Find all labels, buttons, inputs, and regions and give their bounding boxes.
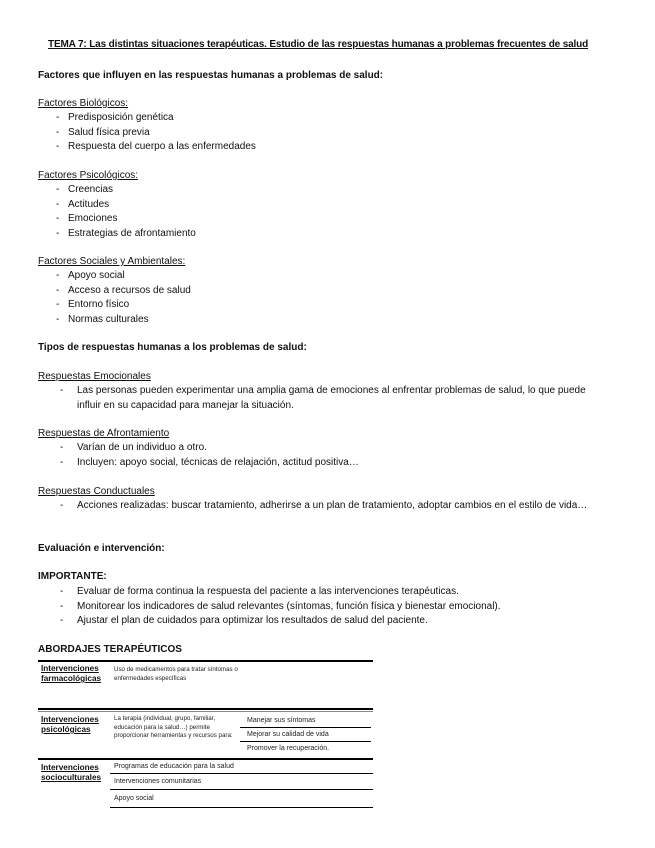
table-rule bbox=[38, 758, 373, 760]
outcome-item: Promover la recuperación. bbox=[247, 745, 330, 752]
list-item: - Monitorear los indicadores de salud relevantes (síntomas, función física y bienestar emocional). bbox=[60, 600, 600, 615]
list-item: - Acciones realizadas: buscar tratamiento, adherirse a un plan de tratamiento, adoptar cambios en el estilo de vida… bbox=[60, 499, 600, 514]
table-rule bbox=[110, 773, 373, 774]
list-item: - Entorno físico bbox=[56, 298, 191, 313]
psicologicas-label: Intervenciones psicológicas bbox=[41, 715, 99, 734]
table-rule bbox=[240, 727, 371, 728]
conductuales-label: Respuestas Conductuales bbox=[38, 486, 155, 497]
sociocultural-item: Intervenciones comunitarias bbox=[114, 778, 202, 785]
emocionales-list bbox=[60, 384, 600, 413]
sociales-label: Factores Sociales y Ambientales: bbox=[38, 256, 186, 267]
psicologicos-label: Factores Psicológicos: bbox=[38, 170, 139, 181]
biologicos-list bbox=[56, 111, 256, 155]
socioculturales-label: Intervenciones socioculturales bbox=[41, 763, 102, 782]
list-item: - Apoyo social bbox=[56, 269, 191, 284]
outcome-item: Mejorar su calidad de vida bbox=[247, 731, 329, 738]
list-item: - Acceso a recursos de salud bbox=[56, 284, 191, 299]
list-item: - Respuesta del cuerpo a las enfermedades bbox=[56, 140, 256, 155]
list-item: - Predisposición genética bbox=[56, 111, 256, 126]
abordajes-heading: ABORDAJES TERAPÉUTICOS bbox=[38, 644, 182, 655]
table-rule bbox=[110, 807, 373, 808]
table-rule bbox=[38, 708, 373, 710]
abordajes-table bbox=[38, 660, 373, 810]
table-rule bbox=[38, 711, 373, 712]
list-item: - Las personas pueden experimentar una amplia gama de emociones al enfrentar problemas de salud, lo que puede influir en su capacidad para manejar la situación. bbox=[60, 384, 600, 413]
outcome-item: Manejar sus síntomas bbox=[247, 717, 316, 724]
evaluacion-heading: Evaluación e intervención: bbox=[38, 543, 165, 554]
tipos-heading: Tipos de respuestas humanas a los problemas de salud: bbox=[38, 342, 307, 353]
farmacologicas-label: Intervenciones farmacológicas bbox=[41, 664, 102, 683]
document-title: TEMA 7: Las distintas situaciones terapéuticas. Estudio de las respuestas humanas a problemas frecuentes de salud bbox=[48, 39, 589, 50]
factores-heading: Factores que influyen en las respuestas humanas a problemas de salud: bbox=[38, 70, 384, 81]
list-item: - Varían de un individuo a otro. bbox=[60, 441, 600, 456]
list-item: - Salud física previa bbox=[56, 126, 256, 141]
table-rule bbox=[110, 789, 373, 790]
sociocultural-item: Programas de educación para la salud bbox=[114, 763, 234, 770]
list-item: - Ajustar el plan de cuidados para optimizar los resultados de salud del paciente. bbox=[60, 614, 600, 629]
sociales-list bbox=[56, 269, 191, 327]
list-item: - Estrategias de afrontamiento bbox=[56, 227, 196, 242]
farmacologicas-desc: Uso de medicamentos para tratar síntomas o enfermedades específicas bbox=[114, 666, 238, 682]
table-rule bbox=[240, 741, 371, 742]
conductuales-list bbox=[60, 499, 600, 514]
emocionales-label: Respuestas Emocionales bbox=[38, 371, 151, 382]
psicologicos-list bbox=[56, 183, 196, 241]
list-item: - Normas culturales bbox=[56, 313, 191, 328]
sociocultural-item: Apoyo social bbox=[114, 795, 154, 802]
afrontamiento-list bbox=[60, 441, 600, 470]
afrontamiento-label: Respuestas de Afrontamiento bbox=[38, 428, 170, 439]
list-item: - Emociones bbox=[56, 212, 196, 227]
psicologicas-desc: La terapia (individual, grupo, familiar, educación para la salud…) permite proporcionar herramientas y recursos para: bbox=[114, 715, 233, 739]
list-item: - Evaluar de forma continua la respuesta del paciente a las intervenciones terapéuticas. bbox=[60, 585, 600, 600]
biologicos-label: Factores Biológicos: bbox=[38, 98, 129, 109]
importante-label: IMPORTANTE: bbox=[38, 571, 107, 582]
list-item: - Incluyen: apoyo social, técnicas de relajación, actitud positiva… bbox=[60, 456, 600, 471]
list-item: - Actitudes bbox=[56, 198, 196, 213]
list-item: - Creencias bbox=[56, 183, 196, 198]
table-top-rule bbox=[38, 660, 373, 662]
evaluacion-list bbox=[60, 585, 600, 629]
